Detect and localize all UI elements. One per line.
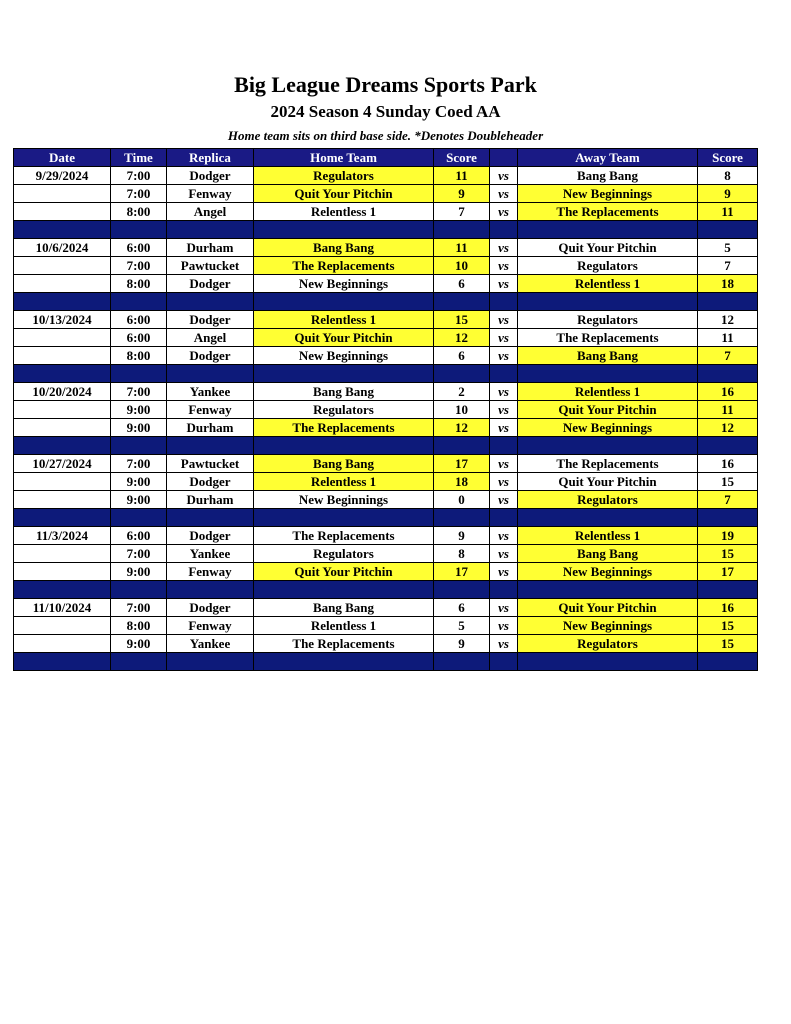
table-row (14, 527, 758, 545)
separator-cell (14, 581, 111, 599)
game-date (14, 329, 111, 347)
away-score: 18 (698, 275, 758, 293)
home-team: Relentless 1 (254, 473, 434, 491)
vs-label: vs (490, 599, 518, 617)
home-team: New Beginnings (254, 491, 434, 509)
home-team: Bang Bang (254, 383, 434, 401)
game-replica: Dodger (167, 275, 254, 293)
home-score: 6 (434, 275, 490, 293)
separator-cell (698, 581, 758, 599)
game-date: 10/13/2024 (14, 311, 111, 329)
separator-cell (490, 365, 518, 383)
header-time: Time (111, 149, 167, 167)
table-row (14, 635, 758, 653)
separator-cell (167, 221, 254, 239)
away-team: Regulators (518, 311, 698, 329)
game-date (14, 203, 111, 221)
home-team: Relentless 1 (254, 617, 434, 635)
game-time: 7:00 (111, 257, 167, 275)
separator-cell (490, 437, 518, 455)
separator-cell (111, 437, 167, 455)
away-team: Bang Bang (518, 545, 698, 563)
home-team: Regulators (254, 167, 434, 185)
game-time: 8:00 (111, 617, 167, 635)
home-score: 6 (434, 599, 490, 617)
away-score: 16 (698, 455, 758, 473)
game-date (14, 545, 111, 563)
away-score: 15 (698, 635, 758, 653)
home-score: 7 (434, 203, 490, 221)
away-score: 9 (698, 185, 758, 203)
game-date (14, 185, 111, 203)
home-team: Quit Your Pitchin (254, 329, 434, 347)
home-score: 12 (434, 329, 490, 347)
separator-cell (518, 581, 698, 599)
game-date: 10/6/2024 (14, 239, 111, 257)
week-separator-row (14, 365, 758, 383)
vs-label: vs (490, 617, 518, 635)
separator-cell (167, 365, 254, 383)
away-team: Relentless 1 (518, 383, 698, 401)
separator-cell (518, 365, 698, 383)
game-time: 9:00 (111, 563, 167, 581)
vs-label: vs (490, 311, 518, 329)
separator-cell (111, 653, 167, 671)
home-score: 17 (434, 563, 490, 581)
away-score: 11 (698, 401, 758, 419)
header-vs (490, 149, 518, 167)
away-team: New Beginnings (518, 419, 698, 437)
home-team: Relentless 1 (254, 311, 434, 329)
game-date (14, 275, 111, 293)
separator-cell (167, 509, 254, 527)
home-score: 9 (434, 185, 490, 203)
away-team: Relentless 1 (518, 527, 698, 545)
home-score: 9 (434, 635, 490, 653)
separator-cell (490, 653, 518, 671)
game-date: 11/3/2024 (14, 527, 111, 545)
table-row (14, 455, 758, 473)
home-score: 2 (434, 383, 490, 401)
vs-label: vs (490, 167, 518, 185)
away-score: 17 (698, 563, 758, 581)
header-replica: Replica (167, 149, 254, 167)
table-header-row (14, 149, 758, 167)
away-team: The Replacements (518, 329, 698, 347)
away-team: The Replacements (518, 203, 698, 221)
away-team: New Beginnings (518, 617, 698, 635)
away-score: 12 (698, 311, 758, 329)
table-row (14, 329, 758, 347)
game-replica: Yankee (167, 383, 254, 401)
away-score: 7 (698, 257, 758, 275)
away-team: Bang Bang (518, 347, 698, 365)
home-team: Bang Bang (254, 455, 434, 473)
game-date (14, 257, 111, 275)
separator-cell (698, 509, 758, 527)
separator-cell (518, 509, 698, 527)
separator-cell (14, 437, 111, 455)
week-separator-row (14, 437, 758, 455)
table-row (14, 311, 758, 329)
table-row (14, 347, 758, 365)
vs-label: vs (490, 203, 518, 221)
game-time: 6:00 (111, 239, 167, 257)
away-score: 16 (698, 599, 758, 617)
home-score: 9 (434, 527, 490, 545)
separator-cell (254, 581, 434, 599)
game-replica: Angel (167, 329, 254, 347)
separator-cell (111, 293, 167, 311)
game-date (14, 419, 111, 437)
vs-label: vs (490, 545, 518, 563)
separator-cell (518, 221, 698, 239)
separator-cell (434, 581, 490, 599)
home-score: 8 (434, 545, 490, 563)
separator-cell (490, 293, 518, 311)
vs-label: vs (490, 491, 518, 509)
away-score: 19 (698, 527, 758, 545)
table-row (14, 473, 758, 491)
home-score: 6 (434, 347, 490, 365)
table-row (14, 257, 758, 275)
header-away-score: Score (698, 149, 758, 167)
home-team: Bang Bang (254, 599, 434, 617)
game-date: 10/20/2024 (14, 383, 111, 401)
game-replica: Pawtucket (167, 455, 254, 473)
separator-cell (490, 581, 518, 599)
separator-cell (167, 293, 254, 311)
separator-cell (698, 653, 758, 671)
page-subtitle: 2024 Season 4 Sunday Coed AA (270, 102, 501, 121)
game-time: 7:00 (111, 167, 167, 185)
game-time: 7:00 (111, 383, 167, 401)
home-score: 17 (434, 455, 490, 473)
vs-label: vs (490, 329, 518, 347)
separator-cell (14, 365, 111, 383)
away-team: Quit Your Pitchin (518, 401, 698, 419)
game-time: 8:00 (111, 203, 167, 221)
home-team: The Replacements (254, 527, 434, 545)
week-separator-row (14, 293, 758, 311)
vs-label: vs (490, 185, 518, 203)
separator-cell (111, 221, 167, 239)
game-replica: Angel (167, 203, 254, 221)
home-score: 10 (434, 401, 490, 419)
separator-cell (254, 509, 434, 527)
table-row (14, 185, 758, 203)
game-date (14, 491, 111, 509)
game-replica: Dodger (167, 473, 254, 491)
table-row (14, 275, 758, 293)
schedule-table (13, 148, 758, 671)
separator-cell (434, 509, 490, 527)
separator-cell (14, 509, 111, 527)
table-row (14, 203, 758, 221)
game-time: 6:00 (111, 329, 167, 347)
separator-cell (254, 221, 434, 239)
separator-cell (698, 437, 758, 455)
separator-cell (698, 293, 758, 311)
game-replica: Durham (167, 239, 254, 257)
away-team: Quit Your Pitchin (518, 239, 698, 257)
table-row (14, 383, 758, 401)
away-score: 7 (698, 347, 758, 365)
separator-cell (518, 653, 698, 671)
separator-cell (111, 365, 167, 383)
game-replica: Dodger (167, 167, 254, 185)
separator-cell (434, 653, 490, 671)
game-time: 7:00 (111, 455, 167, 473)
game-replica: Fenway (167, 563, 254, 581)
separator-cell (254, 293, 434, 311)
separator-cell (14, 221, 111, 239)
game-time: 7:00 (111, 545, 167, 563)
page-title: Big League Dreams Sports Park (234, 72, 537, 97)
separator-cell (167, 581, 254, 599)
away-score: 7 (698, 491, 758, 509)
away-team: Bang Bang (518, 167, 698, 185)
away-team: New Beginnings (518, 563, 698, 581)
game-time: 7:00 (111, 185, 167, 203)
game-replica: Fenway (167, 185, 254, 203)
header-away-team: Away Team (518, 149, 698, 167)
home-team: New Beginnings (254, 275, 434, 293)
game-date (14, 563, 111, 581)
away-score: 15 (698, 617, 758, 635)
game-date: 9/29/2024 (14, 167, 111, 185)
game-replica: Fenway (167, 617, 254, 635)
away-score: 12 (698, 419, 758, 437)
game-time: 9:00 (111, 419, 167, 437)
separator-cell (490, 509, 518, 527)
separator-cell (434, 437, 490, 455)
separator-cell (167, 437, 254, 455)
separator-cell (111, 581, 167, 599)
separator-cell (14, 293, 111, 311)
week-separator-row (14, 509, 758, 527)
home-team: Quit Your Pitchin (254, 563, 434, 581)
game-time: 6:00 (111, 311, 167, 329)
table-row (14, 617, 758, 635)
separator-cell (698, 221, 758, 239)
game-time: 9:00 (111, 635, 167, 653)
week-separator-row (14, 221, 758, 239)
away-score: 11 (698, 329, 758, 347)
home-score: 0 (434, 491, 490, 509)
home-score: 12 (434, 419, 490, 437)
table-row (14, 167, 758, 185)
game-time: 9:00 (111, 401, 167, 419)
table-row (14, 419, 758, 437)
home-team: Quit Your Pitchin (254, 185, 434, 203)
game-date: 11/10/2024 (14, 599, 111, 617)
separator-cell (490, 221, 518, 239)
away-score: 15 (698, 545, 758, 563)
vs-label: vs (490, 275, 518, 293)
game-replica: Dodger (167, 311, 254, 329)
vs-label: vs (490, 257, 518, 275)
away-team: New Beginnings (518, 185, 698, 203)
game-time: 8:00 (111, 347, 167, 365)
home-team: New Beginnings (254, 347, 434, 365)
home-score: 18 (434, 473, 490, 491)
vs-label: vs (490, 239, 518, 257)
home-team: The Replacements (254, 257, 434, 275)
away-team: Regulators (518, 257, 698, 275)
vs-label: vs (490, 455, 518, 473)
game-replica: Yankee (167, 635, 254, 653)
game-date (14, 347, 111, 365)
game-replica: Durham (167, 491, 254, 509)
home-score: 11 (434, 167, 490, 185)
home-score: 10 (434, 257, 490, 275)
header-date: Date (14, 149, 111, 167)
game-time: 9:00 (111, 491, 167, 509)
home-team: Regulators (254, 545, 434, 563)
separator-cell (434, 365, 490, 383)
table-row (14, 563, 758, 581)
vs-label: vs (490, 563, 518, 581)
away-team: Quit Your Pitchin (518, 473, 698, 491)
separator-cell (254, 437, 434, 455)
week-separator-row (14, 653, 758, 671)
schedule-body (14, 167, 758, 671)
home-team: Relentless 1 (254, 203, 434, 221)
vs-label: vs (490, 401, 518, 419)
game-date (14, 635, 111, 653)
separator-cell (254, 365, 434, 383)
home-score: 5 (434, 617, 490, 635)
table-row (14, 401, 758, 419)
game-replica: Pawtucket (167, 257, 254, 275)
separator-cell (518, 437, 698, 455)
header-home-team: Home Team (254, 149, 434, 167)
table-row (14, 599, 758, 617)
game-replica: Dodger (167, 599, 254, 617)
away-team: Relentless 1 (518, 275, 698, 293)
game-time: 7:00 (111, 599, 167, 617)
game-time: 8:00 (111, 275, 167, 293)
game-date (14, 473, 111, 491)
game-date (14, 401, 111, 419)
page-note: Home team sits on third base side. *Denotes Doubleheader (227, 128, 544, 143)
vs-label: vs (490, 527, 518, 545)
away-score: 5 (698, 239, 758, 257)
separator-cell (254, 653, 434, 671)
week-separator-row (14, 581, 758, 599)
separator-cell (434, 293, 490, 311)
home-team: The Replacements (254, 635, 434, 653)
header-home-score: Score (434, 149, 490, 167)
vs-label: vs (490, 473, 518, 491)
separator-cell (698, 365, 758, 383)
home-team: Regulators (254, 401, 434, 419)
separator-cell (518, 293, 698, 311)
away-score: 8 (698, 167, 758, 185)
game-time: 6:00 (111, 527, 167, 545)
separator-cell (14, 653, 111, 671)
vs-label: vs (490, 347, 518, 365)
vs-label: vs (490, 383, 518, 401)
table-row (14, 491, 758, 509)
game-replica: Dodger (167, 347, 254, 365)
table-row (14, 239, 758, 257)
vs-label: vs (490, 635, 518, 653)
game-replica: Fenway (167, 401, 254, 419)
home-score: 15 (434, 311, 490, 329)
separator-cell (434, 221, 490, 239)
separator-cell (111, 509, 167, 527)
game-replica: Yankee (167, 545, 254, 563)
away-team: Quit Your Pitchin (518, 599, 698, 617)
away-score: 11 (698, 203, 758, 221)
away-team: Regulators (518, 491, 698, 509)
game-date (14, 617, 111, 635)
game-replica: Dodger (167, 527, 254, 545)
vs-label: vs (490, 419, 518, 437)
away-score: 15 (698, 473, 758, 491)
away-team: The Replacements (518, 455, 698, 473)
separator-cell (167, 653, 254, 671)
away-score: 16 (698, 383, 758, 401)
table-row (14, 545, 758, 563)
home-score: 11 (434, 239, 490, 257)
game-replica: Durham (167, 419, 254, 437)
game-date: 10/27/2024 (14, 455, 111, 473)
home-team: The Replacements (254, 419, 434, 437)
game-time: 9:00 (111, 473, 167, 491)
away-team: Regulators (518, 635, 698, 653)
home-team: Bang Bang (254, 239, 434, 257)
